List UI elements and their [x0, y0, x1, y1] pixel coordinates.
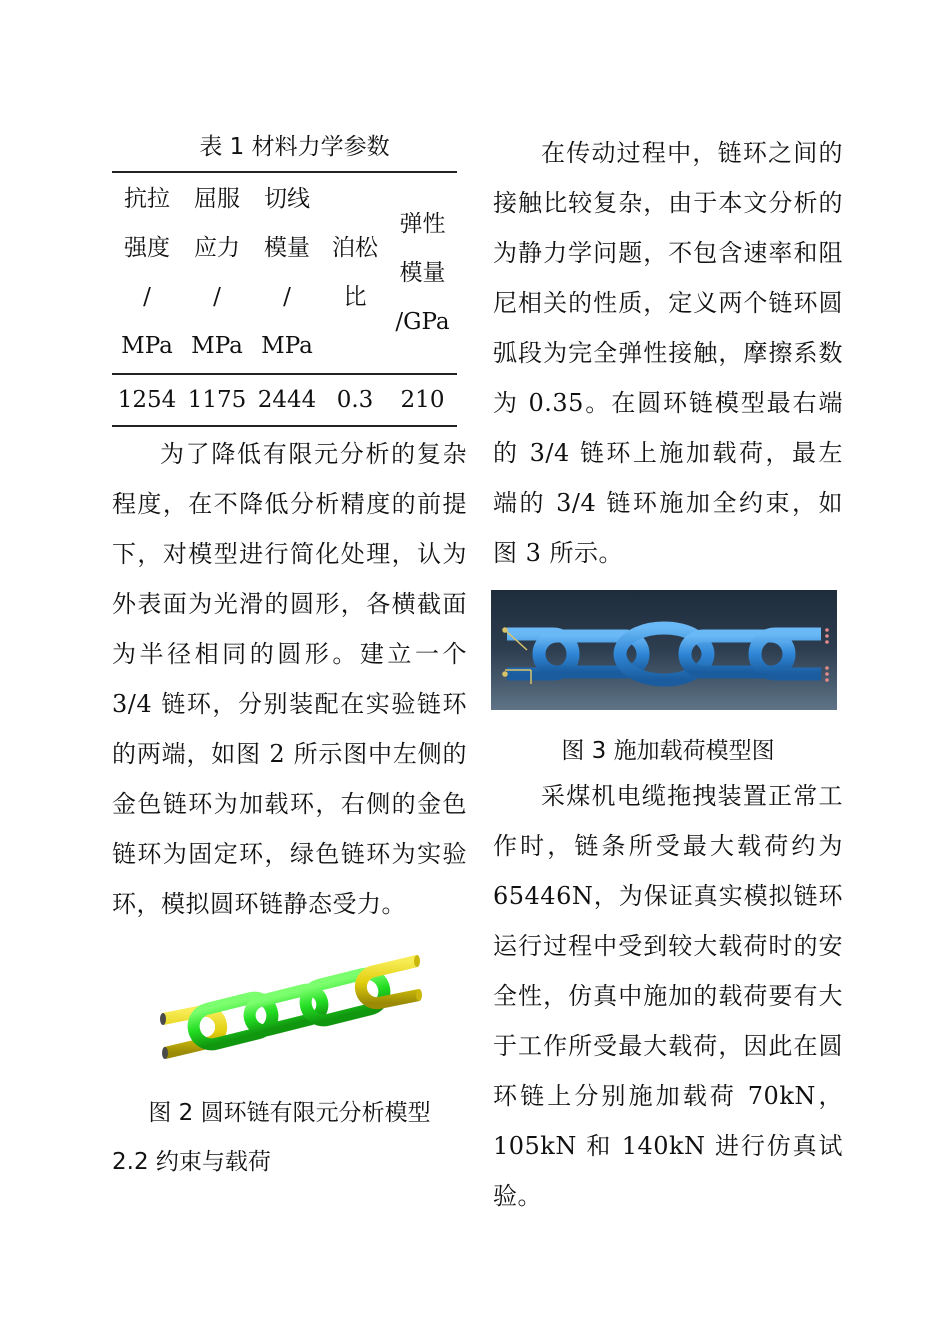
table-header-row — [112, 172, 457, 374]
link-end-face — [162, 1047, 168, 1059]
table-cell: 0.3 — [336, 387, 374, 413]
header-tangent-modulus: 切线 模量 / MPa — [261, 186, 313, 359]
table-cell: 1175 — [187, 387, 247, 413]
link-end-face — [160, 1013, 166, 1025]
header-yield-stress: 屈服 应力 / MPa — [191, 186, 243, 359]
right-paragraph-1: 在传动过程中，链环之间的接触比较复杂，由于本文分析的为静力学问题，不包含速率和阻尼相关的性质，定义两个链环圆弧段为完全弹性接触，摩擦系数为 0.35。在圆环链模型最右端的 3/4 链环上施加载荷，最左端的 3/4 链环施加全约束，如图 3 所示。 — [493, 139, 843, 567]
figure-2-caption: 图 2 圆环链有限元分析模型 — [148, 1100, 431, 1126]
section-heading: 2.2 约束与载荷 — [112, 1149, 271, 1175]
figure-3-load-model — [491, 590, 837, 710]
table-cell: 210 — [400, 387, 445, 413]
gold-link-right — [360, 961, 418, 1003]
link-end-face — [414, 955, 420, 967]
material-table — [112, 171, 457, 427]
left-column — [112, 128, 467, 1176]
table-caption: 表 1 材料力学参数 — [199, 134, 390, 160]
header-elastic-modulus: 弹性 模量 /GPa — [395, 210, 450, 335]
right-column — [493, 128, 843, 1221]
link-end-face — [416, 989, 422, 1001]
table-cell: 2444 — [257, 387, 317, 413]
header-tensile-strength: 抗拉 强度 / MPa — [121, 186, 173, 359]
table-row — [112, 374, 457, 426]
table-cell: 1254 — [117, 387, 177, 413]
header-poisson-ratio: 泊松 比 — [332, 235, 378, 310]
figure-2-chain-model — [155, 949, 425, 1074]
figure-3-caption: 图 3 施加载荷模型图 — [561, 738, 775, 764]
right-paragraph-2: 采煤机电缆拖拽装置正常工作时，链条所受最大载荷约为 65446N，为保证真实模拟链环运行过程中受到较大载荷时的安全性，仿真中施加的载荷要有大于工作所受最大载荷，因此在圆环链上分别施加载荷 70kN，105kN 和 140kN 进行仿真试验。 — [493, 782, 843, 1210]
left-paragraph: 为了降低有限元分析的复杂程度，在不降低分析精度的前提下，对模型进行简化处理，认为外表面为光滑的圆形，各横截面为半径相同的圆形。建立一个 3/4 链环，分别装配在实验链环的两端，如图 2 所示图中左侧的金色链环为加载环，右侧的金色链环为固定环，绿色链环为实验环，模拟圆环链静态受力。 — [112, 440, 467, 918]
